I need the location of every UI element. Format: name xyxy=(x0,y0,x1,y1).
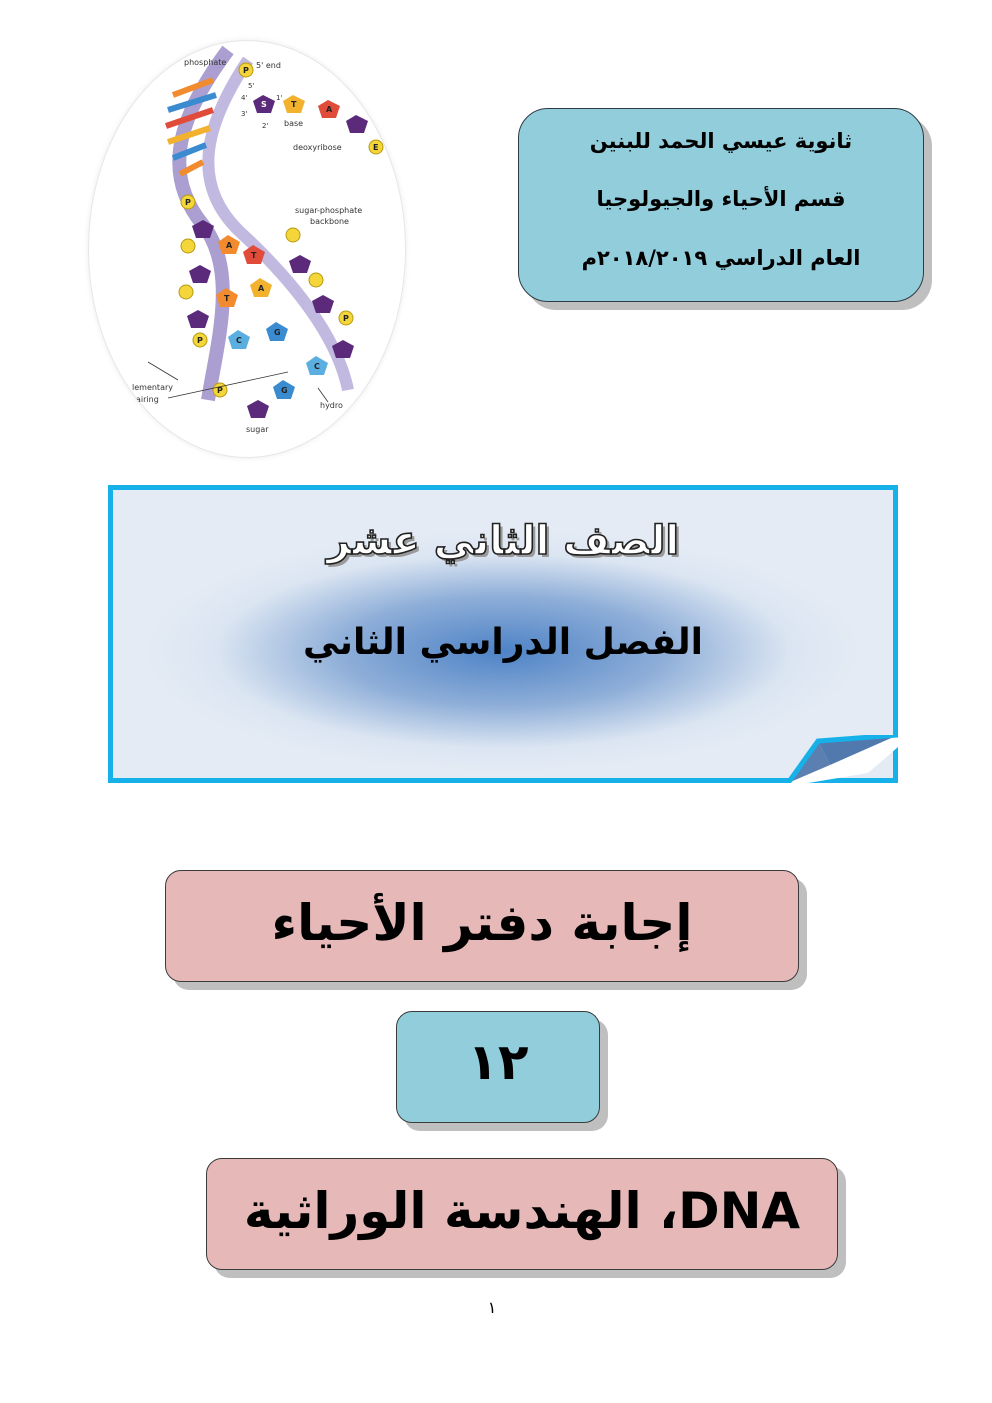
grade-number-box xyxy=(396,1011,600,1123)
label-deoxyribose: deoxyribose xyxy=(293,143,342,152)
label-backbone-2: backbone xyxy=(310,217,349,226)
label-t-mid: T xyxy=(251,251,257,260)
page-curl-icon xyxy=(788,735,898,783)
label-p-4: P xyxy=(217,386,223,395)
answer-title-box xyxy=(165,870,799,982)
label-p-1: P xyxy=(185,198,191,207)
label-a-top: A xyxy=(326,105,333,114)
label-t-top: T xyxy=(291,100,297,109)
topic-box xyxy=(206,1158,838,1270)
label-5-end: 5' end xyxy=(256,61,281,70)
grade-semester-box xyxy=(108,485,898,783)
topic-title: DNA، الهندسة الوراثية xyxy=(243,1182,801,1240)
label-p-2: P xyxy=(197,336,203,345)
label-hydro: hydro xyxy=(320,401,343,410)
label-e: E xyxy=(373,143,379,152)
label-c-1: C xyxy=(236,336,242,345)
label-a-mid: A xyxy=(226,241,233,250)
label-backbone-1: sugar-phosphate xyxy=(295,206,363,215)
label-g-1: G xyxy=(274,328,281,337)
grade-number: ١٢ xyxy=(467,1033,529,1091)
label-pairing-2: airing xyxy=(136,395,159,404)
page-number: ١ xyxy=(487,1298,497,1317)
label-5-prime: 5' xyxy=(248,82,255,90)
department-name: قسم الأحياء والجيولوجيا xyxy=(596,187,846,211)
label-c-2: C xyxy=(314,362,320,371)
label-s: S xyxy=(261,100,267,109)
label-base: base xyxy=(284,119,304,128)
label-sugar: sugar xyxy=(246,425,269,434)
label-a-low: A xyxy=(258,284,265,293)
label-2-prime: 2' xyxy=(262,122,269,130)
academic-year: العام الدراسي ٢٠١٨/٢٠١٩م xyxy=(581,246,861,270)
label-pairing-1: lementary xyxy=(132,383,173,392)
label-g-2: G xyxy=(281,386,288,395)
semester-label: الفصل الدراسي الثاني xyxy=(303,622,703,663)
label-t-low: T xyxy=(224,294,230,303)
grade-title: الصف الثاني عشر xyxy=(326,518,680,564)
school-name: ثانوية عيسي الحمد للبنين xyxy=(589,129,853,153)
label-p-top: P xyxy=(243,66,249,75)
label-p-3: P xyxy=(343,314,349,323)
label-phosphate: phosphate xyxy=(184,58,227,67)
answer-title: إجابة دفتر الأحياء xyxy=(271,894,693,952)
school-info-box xyxy=(518,108,924,302)
label-3-prime: 3' xyxy=(241,110,248,118)
label-1-prime: 1' xyxy=(276,94,283,102)
dna-illustration xyxy=(88,40,406,458)
label-4-prime: 4' xyxy=(241,94,248,102)
